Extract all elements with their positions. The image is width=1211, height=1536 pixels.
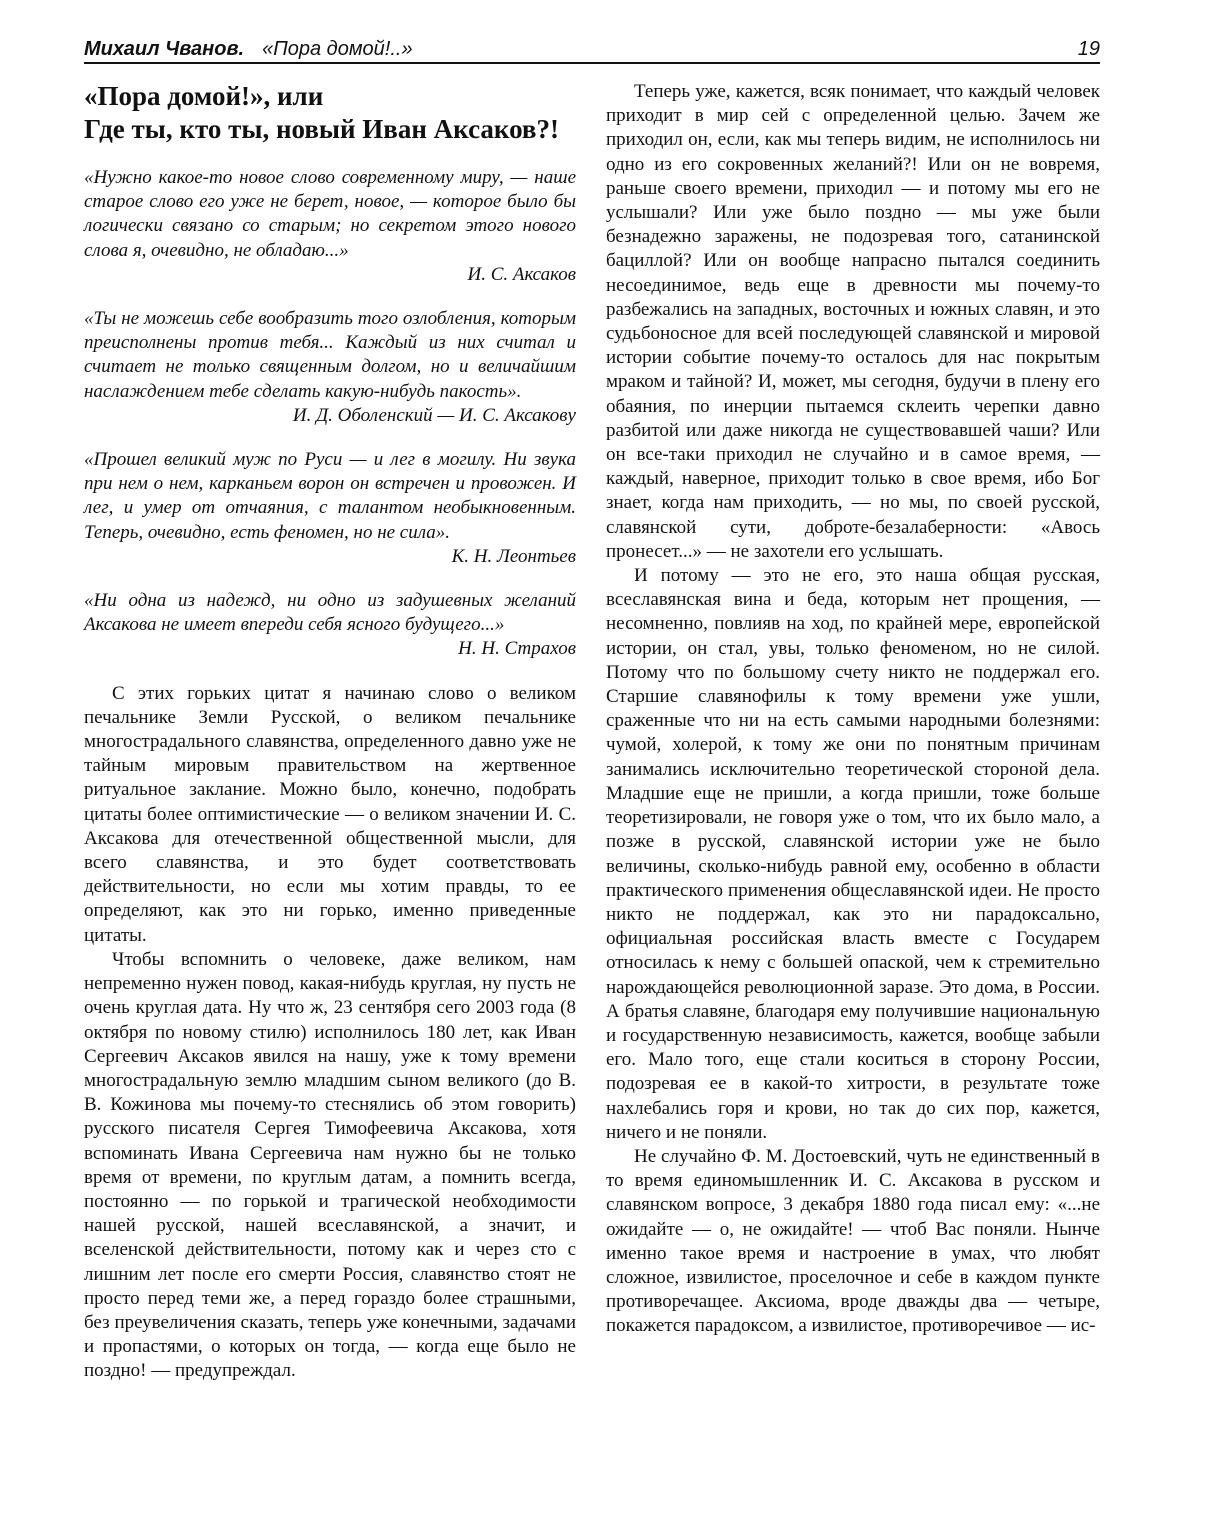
body-paragraph: Теперь уже, кажется, всяк понимает, что каждый человек приходит в мир сей с определенной целью. Зачем же приходил он, если, как мы теперь видим, не исполнилось ни одно из его сокровенных желаний?! Или он не вовремя, раньше своего времени, приходил — и потому мы его не услышали? Или уже было поздно — мы уже были безнадежно заражены, не подозревая того, сатанинской бациллой? Или он вообще напрасно пытался соединить несоединимое, ведь еще в древности мы почему-то разбежались на западных, восточных и южных славян, и это судьбоносное для всей последующей славянской и мировой истории событие почему-то осталось для нас покрытым мраком и тайной? И, может, мы сегодня, будучи в плену его обаяния, по инерции пытаемся склеить черепки давно разбитой или даже никогда не существовавшей чаши? Или он все-таки приходил не случайно и в самое время, — каждый, наверное, приходит только в свое время, ибо Бог знает, когда нам приходить, — но мы, по своей русской, славянской сути, доброте-безалаберности: «Авось пронесет...» — не захотели его услышать. xyxy=(606,81,1100,562)
header-rule xyxy=(84,62,1100,64)
body-paragraph: И потому — это не его, это наша общая русская, всеславянская вина и беда, которым нет прощения, — несомненно, повлияв на ход, по крайней мере, европейской истории, он стал, увы, только феноменом, но не силой. Потому что по большому счету никто не поддержал его. Старшие славянофилы к тому времени уже ушли, сраженные что ни на есть самыми народными болезнями: чумой, холерой, к тому же они по понятным причинам занимались исключительно теоретической стороной дела. Младшие еще не пришли, а когда пришли, тоже больше теоретизировали, не говоря уже о том, что их было мало, а позже в русской, славянской истории уже не было величины, сколько-нибудь равной ему, особенно в области практического применения общеславянской идеи. Не просто никто не поддержал, как это ни парадоксально, официальная российская власть вместе с Государем относилась к нему с большей опаской, чем к стремительно нарождающейся революционной заразе. Это дома, в России. А братья славяне, благодаря ему получившие национальную и государственную независимость, кажется, вообще забыли его. Мало того, еще стали коситься в сторону России, подозревая ее в какой-то хитрости, в результате тоже нахлебались горя и крови, но так до сих пор, кажется, ничего и не поняли. xyxy=(606,565,1100,1143)
epigraph-quote: «Прошел великий муж по Руси — и лег в могилу. Ни звука при нем о нем, карканьем ворон он встречен и провожен. И лег, и умер от отчаяния, с талантом необыкновенным. Теперь, очевидно, есть феномен, но не сила». xyxy=(84,449,576,543)
article-title-line-2: Где ты, кто ты, новый Иван Аксаков?! xyxy=(84,114,559,144)
right-column xyxy=(606,80,1100,1339)
header-author: Михаил Чванов. xyxy=(84,38,245,60)
epigraph xyxy=(84,589,576,662)
article-title xyxy=(84,80,576,146)
left-column xyxy=(84,80,576,1384)
epigraph xyxy=(84,448,576,569)
body-paragraph: Не случайно Ф. М. Достоевский, чуть не единственный в то время единомышленник И. С. Аксакова в русском и славянском вопросе, 3 декабря 1880 года писал ему: «...не ожидайте — о, не ожидайте! — чтоб Вас поняли. Нынче именно такое время и настроение в умах, что любят сложное, извилистое, проселочное и себе в каждом пункте противоречащее. Аксиома, вроде дважды два — четыре, покажется парадоксом, а извилистое, противоречивое — ис- xyxy=(606,1145,1100,1337)
epigraph-attribution: И. С. Аксаков xyxy=(467,263,576,285)
epigraph-quote: «Ни одна из надежд, ни одно из задушевных желаний Аксакова не имеет впереди себя ясного будущего...» xyxy=(84,590,576,636)
epigraph-attribution: К. Н. Леонтьев xyxy=(451,545,576,567)
epigraph-quote: «Ты не можешь себе вообразить того озлобления, которым преисполнены против тебя... Каждый из них считал и считает не только священным долгом, но и величайшим наслаждением тебе сделать какую-нибудь пакость». xyxy=(84,308,576,402)
epigraph xyxy=(84,166,576,287)
body-paragraph: С этих горьких цитат я начинаю слово о великом печальнике Земли Русской, о великом печальнике многострадального славянства, определенного давно уже не тайным мировым правительством на жертвенное ритуальное заклание. Можно было, конечно, подобрать цитаты более оптимистические — о великом значении И. С. Аксакова для отечественной общественной мысли, для всего славянства, и это будет соответствовать действительности, но если мы хотим правды, то ее определяют, как это ни горько, именно приведенные цитаты. xyxy=(84,682,576,946)
epigraph xyxy=(84,307,576,428)
epigraph-attribution: И. Д. Оболенский — И. С. Аксакову xyxy=(292,404,576,426)
epigraph-attribution: Н. Н. Страхов xyxy=(458,638,576,660)
article-title-line-1: «Пора домой!», или xyxy=(84,81,324,111)
epigraph-quote: «Нужно какое-то новое слово современному миру, — наше старое слово его уже не берет, новое, — которое было бы логически связано со старым; но секретом этого нового слова я, очевидно, не обладаю...» xyxy=(84,167,576,261)
header-issue-title: «Пора домой!..» xyxy=(262,38,413,60)
page-number: 19 xyxy=(1077,38,1100,60)
body-paragraph: Чтобы вспомнить о человеке, даже великом, нам непременно нужен повод, какая-нибудь круглая, ну пусть не очень круглая дата. Ну что ж, 23 сентября сего 2003 года (8 октября по новому стилю) исполнилось 180 лет, как Иван Сергеевич Аксаков явился на нашу, уже к тому времени многострадальную землю младшим сыном великого (до В. В. Кожинова мы почему-то стеснялись об этом говорить) русского писателя Сергея Тимофеевича Аксакова, хотя вспоминать Ивана Сергеевича нам нужно бы не только время от времени, по круглым датам, а помнить всегда, постоянно — по горькой и трагической необходимости нашей русской, нашей всеславянской, а значит, и вселенской действительности, потому как и через сто с лишним лет после его смерти Россия, славянство стоят не просто перед теми же, а перед гораздо более страшными, без преувеличения сказать, теперь уже конечными, задачами и пропастями, о которых он тогда, — когда еще было не поздно! — предупреждал. xyxy=(84,948,576,1382)
